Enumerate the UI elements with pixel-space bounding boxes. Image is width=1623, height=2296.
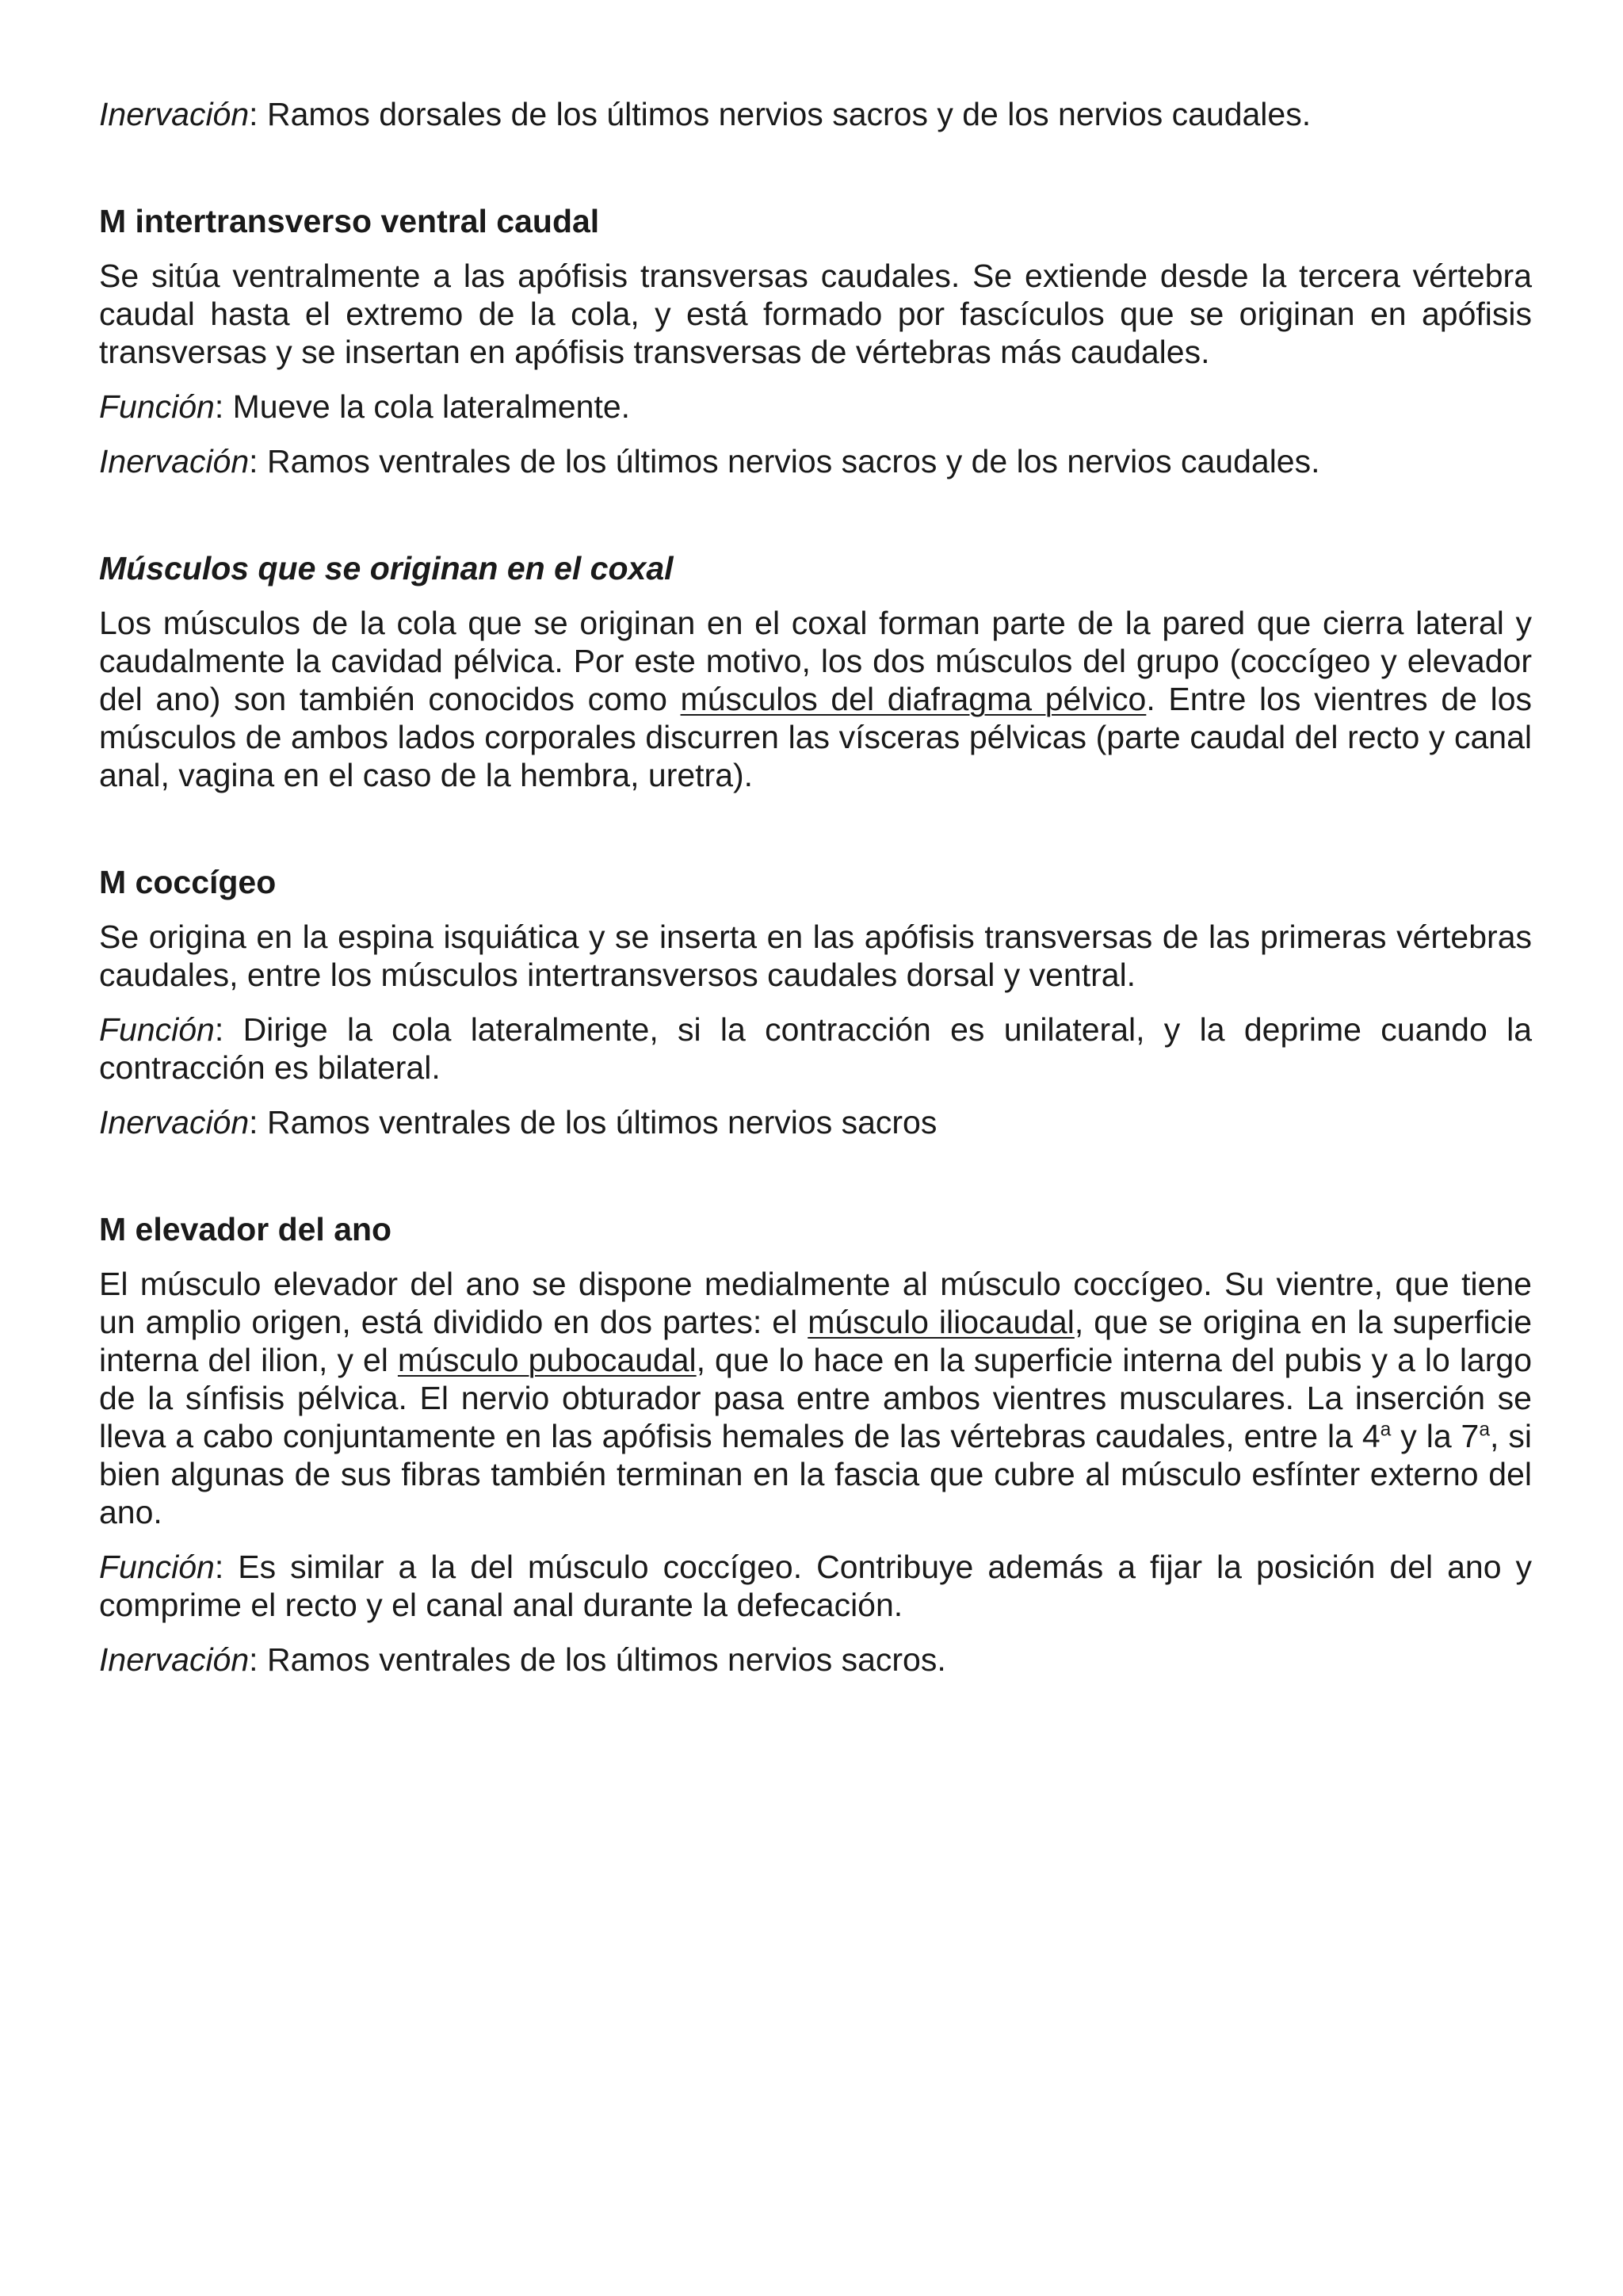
section-title: M coccígeo [99,864,277,900]
body-text: y la 7 [1391,1418,1480,1454]
funcion-label: Función [99,1549,215,1585]
funcion-text: : Dirige la cola lateralmente, si la contracción es unilateral, y la deprime cuando la contracción es bilateral. [99,1011,1532,1086]
inervacion-label: Inervación [99,1104,250,1140]
body-text: El músculo elevador del ano se dispone medialmente al músculo coccígeo. Su vientre, que tiene un amplio origen, está dividido en dos partes: el [99,1266,1532,1340]
body-text: Los músculos de la cola que se originan en el coxal forman parte de la pared que cierra lateral y caudalmente la cavidad pélvica. Por este motivo, los dos músculos del grupo (coccígeo y elevador del ano) son también conocidos como [99,605,1532,717]
section-body: Se sitúa ventralmente a las apófisis transversas caudales. Se extiende desde la tercera vértebra caudal hasta el extremo de la cola, y está formado por fascículos que se originan en apófisis transversas y se insertan en apófisis transversas de vértebras más caudales. [99,258,1532,370]
section-title: M elevador del ano [99,1211,392,1247]
inervacion-line [99,1641,1532,1679]
section-body [99,604,1532,794]
section-intertransverso-ventral [99,202,1532,480]
funcion-label: Función [99,1011,215,1048]
body-text: . Entre los vientres de los músculos de ambos lados corporales discurren las vísceras pélvicas (parte caudal del recto y canal anal, vagina en el caso de la hembra, uretra). [99,681,1532,793]
inervacion-line [99,1103,1532,1141]
inervacion-label: Inervación [99,1641,250,1678]
funcion-label: Función [99,388,215,425]
section-coccigeo [99,863,1532,1141]
inervacion-text: : Ramos ventrales de los últimos nervios sacros [249,1104,938,1140]
body-text: , si bien algunas de sus fibras también terminan en la fascia que cubre al músculo esfínter externo del ano. [99,1418,1532,1530]
inervacion-label: Inervación [99,96,250,132]
funcion-line [99,1548,1532,1624]
inervacion-text: : Ramos dorsales de los últimos nervios sacros y de los nervios caudales. [249,96,1312,132]
inervacion-line [99,442,1532,480]
section-body [99,1265,1532,1531]
funcion-line [99,388,1532,426]
body-text: , que lo hace en la superficie interna del pubis y a lo largo de la sínfisis pélvica. El nervio obturador pasa entre ambos vientres musculares. La inserción se lleva a cabo conjuntamente en las apófisis hemales de las vértebras caudales, entre la 4 [99,1342,1532,1454]
ordinal-superscript: a [1479,1419,1491,1441]
inervacion-text: : Ramos ventrales de los últimos nervios sacros y de los nervios caudales. [249,443,1320,479]
funcion-text: : Es similar a la del músculo coccígeo. Contribuye además a fijar la posición del ano y comprime el recto y el canal anal durante la defecación. [99,1549,1532,1623]
section-musculos-coxal [99,549,1532,794]
pubocaudal-term: músculo pubocaudal [397,1342,697,1378]
document-page [99,95,1532,1679]
funcion-text: : Mueve la cola lateralmente. [214,388,631,425]
ordinal-superscript: a [1380,1419,1392,1441]
funcion-line [99,1010,1532,1087]
body-text: , que se origina en la superficie interna del ilion, y el [99,1304,1532,1378]
section-body: Se origina en la espina isquiática y se inserta en las apófisis transversas de las primeras vértebras caudales, entre los músculos intertransversos caudales dorsal y ventral. [99,919,1532,993]
diafragma-pelvico-term: músculos del diafragma pélvico [680,681,1147,717]
section-title: Músculos que se originan en el coxal [99,550,674,586]
section-elevador-ano [99,1210,1532,1679]
inervacion-text: : Ramos ventrales de los últimos nervios sacros. [249,1641,946,1678]
section-title: M intertransverso ventral caudal [99,203,600,239]
iliocaudal-term: músculo iliocaudal [808,1304,1075,1340]
inervacion-label: Inervación [99,443,250,479]
intro-inervacion [99,95,1532,133]
